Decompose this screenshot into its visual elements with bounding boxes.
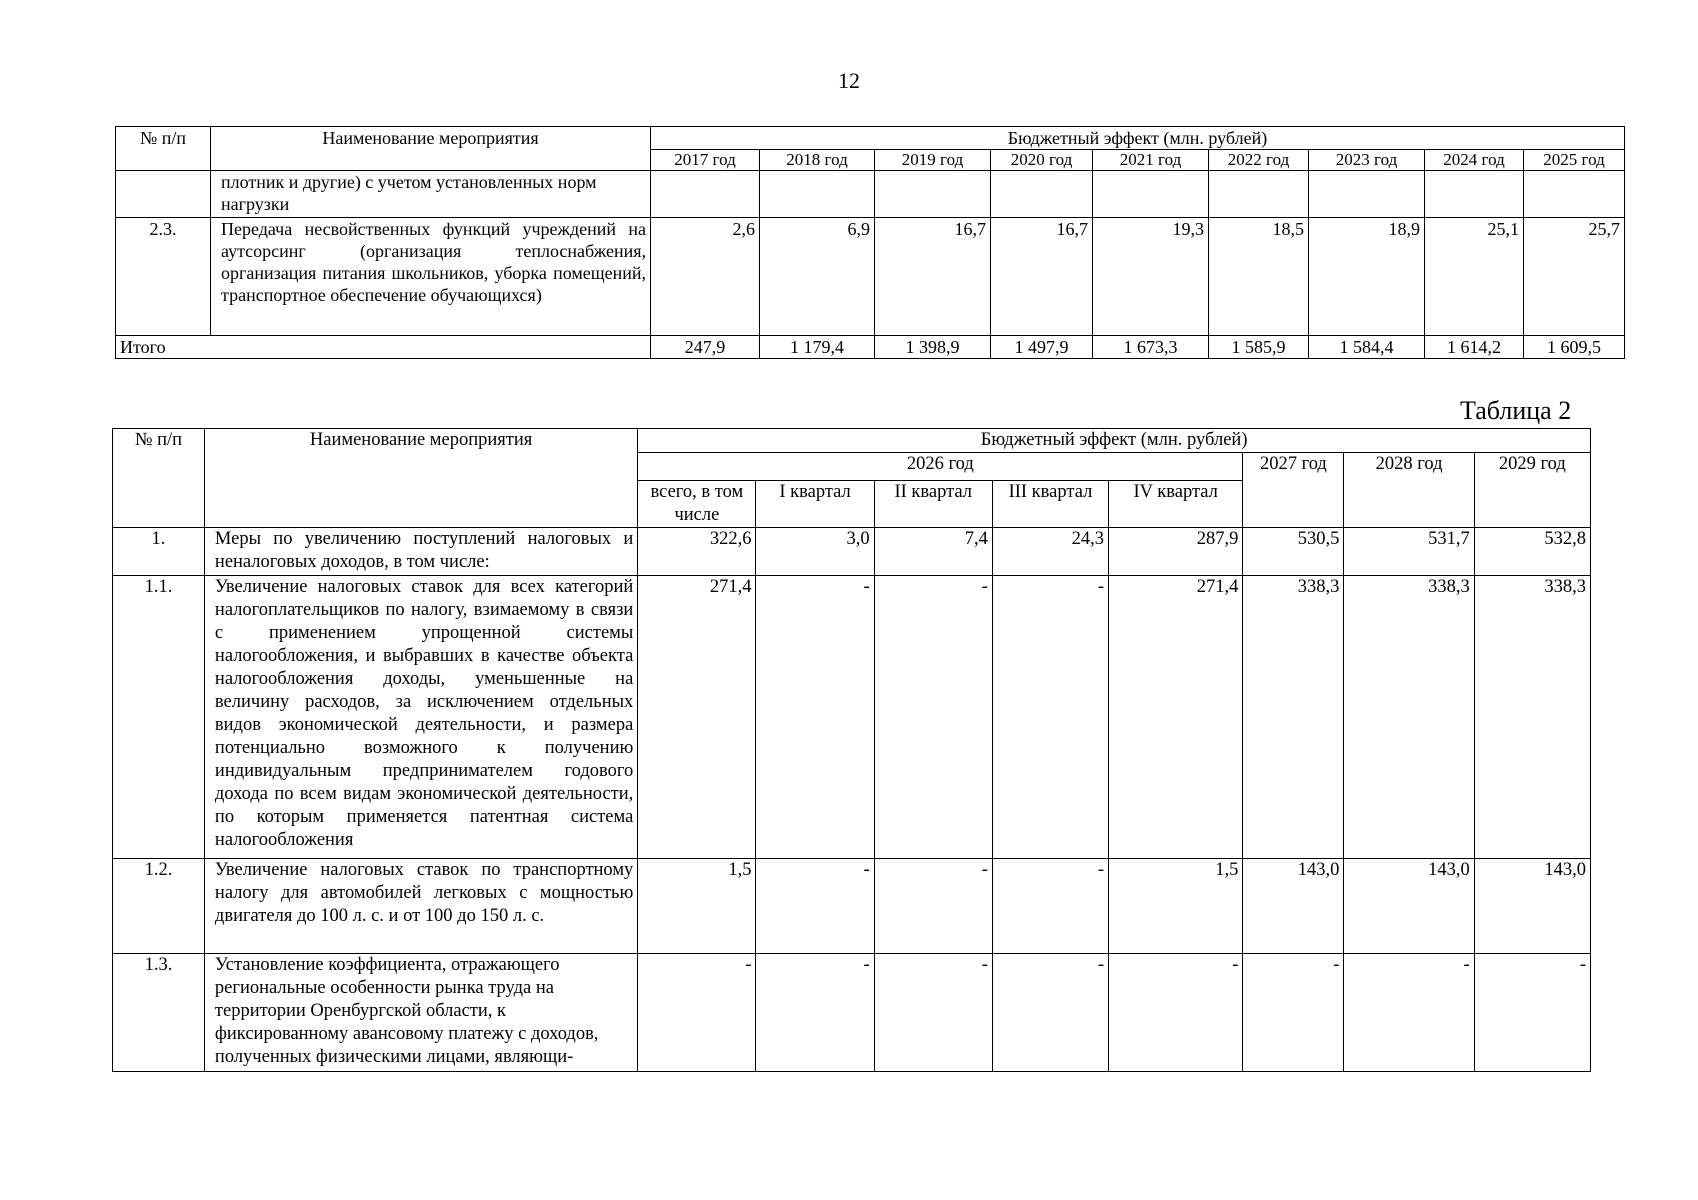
row-no: 1.2.: [113, 859, 205, 954]
cell-value: 532,8: [1474, 528, 1590, 576]
table-row: [113, 954, 1591, 1072]
row-no: 1.1.: [113, 576, 205, 859]
header-effect: Бюджетный эффект (млн. рублей): [638, 429, 1591, 453]
row-name: Передача несвойственных функций учреждений на аутсорсинг (организация теплоснабжения, организация питания школьников, уборка помещений, транспортное обеспечение обучающихся): [211, 218, 651, 336]
subheader-quarter: III квартал: [992, 481, 1108, 528]
cell-value: 2,6: [651, 218, 760, 336]
table-row: [113, 528, 1591, 576]
table-row: [113, 859, 1591, 954]
cell-value: 25,7: [1524, 218, 1625, 336]
total-value: 1 179,4: [760, 336, 875, 359]
row-name: Меры по увеличению поступлений налоговых и неналоговых доходов, в том числе:: [204, 528, 637, 576]
table-row: [113, 576, 1591, 859]
cell-value: -: [1344, 954, 1474, 1072]
year-header: 2021 год: [1093, 150, 1209, 171]
subheader-quarter: I квартал: [756, 481, 874, 528]
year-header: 2017 год: [651, 150, 760, 171]
header-name: Наименование мероприятия: [204, 429, 637, 528]
row-name: Установление коэффициента, отражающего региональные особенности рынка труда на территории Оренбургской области, к фиксированному авансовому платежу с доходов, полученных физическими лицами, являющи-: [204, 954, 637, 1072]
page-number: 12: [838, 68, 860, 93]
year-header: 2023 год: [1309, 150, 1425, 171]
cell-value: 1,5: [1109, 859, 1243, 954]
total-value: 1 614,2: [1425, 336, 1524, 359]
cell-value: -: [756, 954, 874, 1072]
year-header: 2028 год: [1344, 453, 1474, 528]
row-no: 1.3.: [113, 954, 205, 1072]
cell-value: -: [756, 859, 874, 954]
cell-value: 271,4: [1109, 576, 1243, 859]
cell-value: -: [874, 859, 992, 954]
header-effect: Бюджетный эффект (млн. рублей): [651, 127, 1625, 150]
table-2-label: Таблица 2: [1460, 396, 1572, 425]
header-name: Наименование мероприятия: [211, 127, 651, 171]
table-header-row: [116, 127, 1625, 150]
year-header: 2024 год: [1425, 150, 1524, 171]
cell-value: 3,0: [756, 528, 874, 576]
cell-value: 143,0: [1474, 859, 1590, 954]
budget-table-2: [112, 428, 1591, 1072]
total-value: 1 398,9: [875, 336, 991, 359]
total-value: 1 585,9: [1209, 336, 1309, 359]
table-row: [116, 218, 1625, 336]
cell-value: 16,7: [875, 218, 991, 336]
cell-value: 287,9: [1109, 528, 1243, 576]
row-no: 1.: [113, 528, 205, 576]
row-name: Увеличение налоговых ставок по транспортному налогу для автомобилей легковых с мощностью двигателя до 100 л. с. и от 100 до 150 л. с.: [204, 859, 637, 954]
cell-value: 322,6: [638, 528, 756, 576]
year-2026-header: 2026 год: [638, 453, 1243, 481]
year-header: 2018 год: [760, 150, 875, 171]
cell-value: 338,3: [1344, 576, 1474, 859]
cell-value: -: [638, 954, 756, 1072]
cell-value: 19,3: [1093, 218, 1209, 336]
cell-value: 143,0: [1344, 859, 1474, 954]
cell-value: 530,5: [1243, 528, 1344, 576]
cell-value: -: [992, 576, 1108, 859]
total-label: Итого: [116, 336, 651, 359]
year-header: 2029 год: [1474, 453, 1590, 528]
budget-table-1: [115, 126, 1625, 359]
cell-value: -: [1243, 954, 1344, 1072]
cell-value: 16,7: [991, 218, 1093, 336]
cell-value: 18,9: [1309, 218, 1425, 336]
cell-value: -: [1109, 954, 1243, 1072]
cell-value: 271,4: [638, 576, 756, 859]
cell-value: -: [1474, 954, 1590, 1072]
cell-value: 143,0: [1243, 859, 1344, 954]
year-header: 2020 год: [991, 150, 1093, 171]
year-header: 2027 год: [1243, 453, 1344, 528]
cell-value: -: [992, 954, 1108, 1072]
header-no: № п/п: [113, 429, 205, 528]
total-value: 1 584,4: [1309, 336, 1425, 359]
subheader-total: всего, в том числе: [638, 481, 756, 528]
total-value: 247,9: [651, 336, 760, 359]
row-no: 2.3.: [116, 218, 211, 336]
cell-value: 531,7: [1344, 528, 1474, 576]
cell-value: 338,3: [1474, 576, 1590, 859]
cell-value: 18,5: [1209, 218, 1309, 336]
year-header: 2022 год: [1209, 150, 1309, 171]
cell-value: 338,3: [1243, 576, 1344, 859]
cell-value: 6,9: [760, 218, 875, 336]
cell-value: 1,5: [638, 859, 756, 954]
table-header-row: [113, 429, 1591, 453]
subheader-quarter: II квартал: [874, 481, 992, 528]
total-value: 1 497,9: [991, 336, 1093, 359]
cell-value: -: [874, 576, 992, 859]
cell-value: -: [756, 576, 874, 859]
cell-value: 24,3: [992, 528, 1108, 576]
total-value: 1 673,3: [1093, 336, 1209, 359]
subheader-quarter: IV квартал: [1109, 481, 1243, 528]
cell-value: -: [992, 859, 1108, 954]
year-header: 2025 год: [1524, 150, 1625, 171]
table-row: [116, 171, 1625, 218]
cell-value: 7,4: [874, 528, 992, 576]
year-header: 2019 год: [875, 150, 991, 171]
total-value: 1 609,5: [1524, 336, 1625, 359]
header-no: № п/п: [116, 127, 211, 171]
cell-value: -: [874, 954, 992, 1072]
cell-value: 25,1: [1425, 218, 1524, 336]
row-name: плотник и другие) с учетом установленных норм нагрузки: [211, 171, 651, 218]
total-row: [116, 336, 1625, 359]
row-name: Увеличение налоговых ставок для всех категорий налогоплательщиков по налогу, взимаемому в связи с применением упрощенной системы налогообложения, и выбравших в качестве объекта налогообложения доходы, уменьшенные на величину расходов, за исключением отдельных видов экономической деятельности, и размера потенциально возможного к получению индивидуальным предпринимателем годового дохода по всем видам экономической деятельности, по которым применяется патентная система налогообложения: [204, 576, 637, 859]
row-no: [116, 171, 211, 218]
